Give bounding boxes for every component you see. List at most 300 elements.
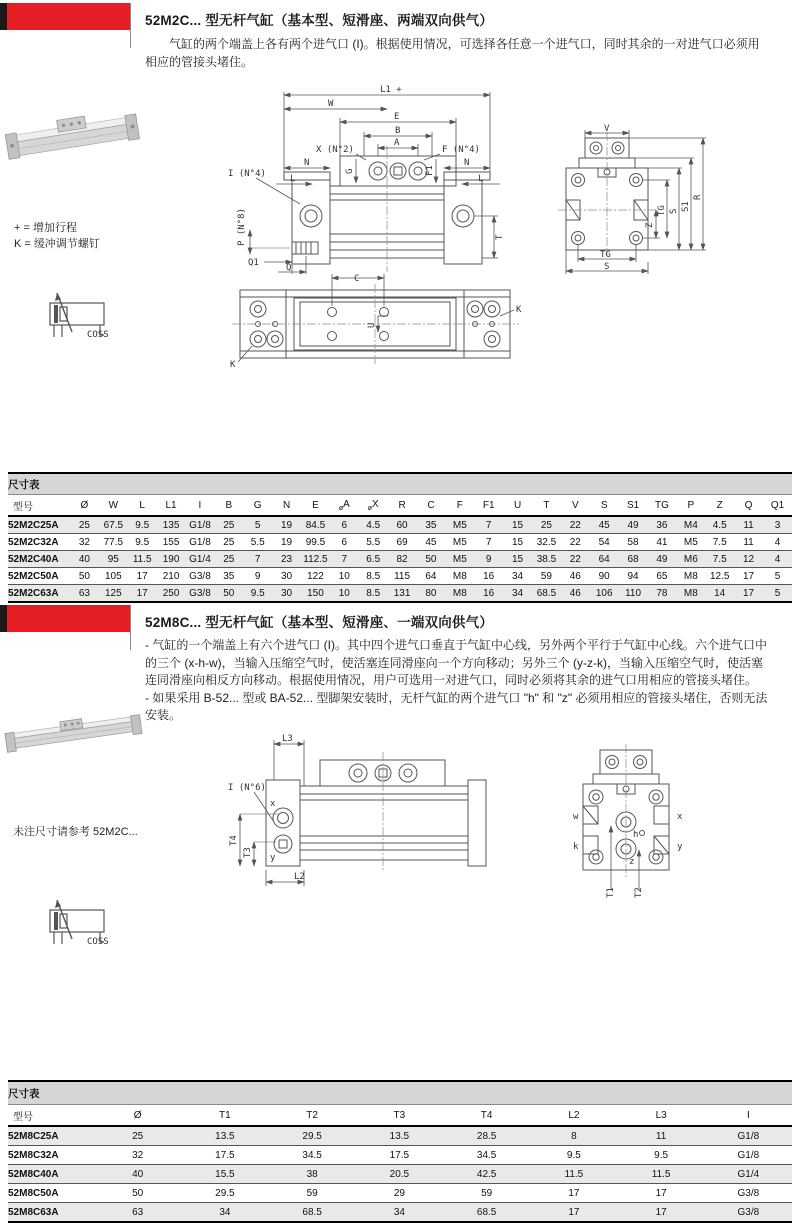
column-header: C [417, 495, 446, 517]
table-cell: 15.5 [181, 1165, 268, 1184]
tab-rule [130, 3, 131, 48]
table-cell: 17 [530, 1203, 617, 1223]
table-cell: 49 [648, 551, 677, 568]
table-cell: 13.5 [356, 1126, 443, 1146]
dimension-table-52m8c [8, 1080, 792, 1223]
table-cell: 52M8C40A [8, 1165, 94, 1184]
table-cell: 38 [269, 1165, 356, 1184]
table-cell: 155 [157, 534, 186, 551]
table-cell: 9.5 [618, 1146, 705, 1165]
table-cell: 22 [561, 534, 590, 551]
table-cell: 34 [356, 1203, 443, 1223]
dim-label-v: V [604, 124, 610, 134]
legend-note-cushion: K = 缓冲调节螺钉 [14, 238, 100, 250]
table-cell: 14 [705, 585, 734, 603]
dim-label-k-right: K [516, 305, 522, 315]
dim-label-tg-bottom: TG [600, 250, 611, 260]
column-header: Ø [70, 495, 99, 517]
dim-label-a: A [394, 138, 400, 148]
table-cell: 25 [214, 516, 243, 534]
table-cell: M8 [445, 585, 474, 603]
section2-description [145, 637, 773, 725]
table-cell: G3/8 [186, 568, 215, 585]
cylinder-photo-group [4, 108, 139, 159]
port-label-w: w [573, 812, 579, 822]
table-cell: 52M8C32A [8, 1146, 94, 1165]
column-header: $_ø$A [330, 495, 359, 517]
table-cell: 15 [503, 551, 532, 568]
table-cell: 17 [618, 1203, 705, 1223]
table-cell: 41 [648, 534, 677, 551]
column-header: E [301, 495, 330, 517]
table-cell: 25 [532, 516, 561, 534]
column-header: T2 [269, 1105, 356, 1127]
column-header: T1 [181, 1105, 268, 1127]
column-header: N [272, 495, 301, 517]
table-cell: 65 [648, 568, 677, 585]
column-header: 型号 [8, 1105, 94, 1127]
table-cell: 38.5 [532, 551, 561, 568]
table-cell: 17.5 [356, 1146, 443, 1165]
section1-bottom-view-drawing [228, 272, 523, 372]
table-cell: 52M2C50A [8, 568, 70, 585]
table-cell: 15 [503, 534, 532, 551]
reference-note: 未注尺寸请参考 52M2C... [13, 826, 138, 838]
legend-note-stroke: + = 增加行程 [14, 222, 77, 234]
side-view2-dimensions [240, 740, 304, 886]
table-cell: 9 [243, 568, 272, 585]
dim-label-l-left: L [290, 174, 296, 184]
table-cell: 63 [70, 585, 99, 603]
column-header: T [532, 495, 561, 517]
table-cell: 112.5 [301, 551, 330, 568]
table-cell: 17 [128, 568, 157, 585]
table-cell: 17 [734, 585, 763, 603]
table-cell: 50 [214, 585, 243, 603]
dim-label-i-ports: I (N°4) [228, 169, 266, 179]
column-header: S [590, 495, 619, 517]
column-header: Q1 [763, 495, 792, 517]
table-cell: 17 [734, 568, 763, 585]
table-cell: M5 [445, 516, 474, 534]
port-label-h: h [633, 830, 639, 840]
table-cell: 7 [474, 534, 503, 551]
column-header: U [503, 495, 532, 517]
table-cell: 5.5 [243, 534, 272, 551]
section2-end-view-drawing [545, 738, 717, 906]
table-cell: 6 [330, 534, 359, 551]
table-cell: 7 [474, 516, 503, 534]
table-cell: 59 [532, 568, 561, 585]
table-cell: 30 [272, 585, 301, 603]
port-label-y: y [677, 842, 683, 852]
table-cell: 4 [763, 534, 792, 551]
table-cell: G1/8 [705, 1146, 792, 1165]
section2-paragraph-1: - 气缸的一个端盖上有六个进气口 (I)。其中四个进气口垂直于气缸中心线，另外两个平行于气缸中心线。六个进气口中的三个 (x-h-w)，当输入压缩空气时，使活塞连同滑座向一个方向移动；另外三个 (y-z-k)，当输入压缩空气时，使活塞连同滑座向相反方向移动。根据使用情况，用户可选用一对进气口，同时必须将其余的进气口用相应的管接头堵住。 [145, 638, 767, 687]
table-cell: 46 [561, 585, 590, 603]
table-cell: 16 [474, 585, 503, 603]
table-cell: 16 [474, 568, 503, 585]
table-cell: 32 [94, 1146, 181, 1165]
table-cell: 35 [417, 516, 446, 534]
table-row [8, 568, 792, 585]
tab-rule [130, 605, 131, 650]
column-header: R [388, 495, 417, 517]
table-row [8, 1184, 792, 1203]
column-header: Ø [94, 1105, 181, 1127]
table-row [8, 551, 792, 568]
table-row [8, 1146, 792, 1165]
port-label-x: x [677, 812, 683, 822]
table-cell: 210 [157, 568, 186, 585]
port-label-z: z [629, 857, 635, 867]
dim-label-n-right: N [464, 158, 470, 168]
table-cell: 68.5 [532, 585, 561, 603]
column-header: B [214, 495, 243, 517]
column-header: Q [734, 495, 763, 517]
side-view-dimensions [250, 92, 500, 274]
table-cell: 17.5 [181, 1146, 268, 1165]
table-cell: 40 [94, 1165, 181, 1184]
table-cell: 9.5 [243, 585, 272, 603]
table-cell: 99.5 [301, 534, 330, 551]
table-cell: 58 [619, 534, 648, 551]
table-cell: 6 [330, 516, 359, 534]
black-notch [0, 605, 7, 632]
table-cell: 52M8C63A [8, 1203, 94, 1223]
table-cell: 4 [763, 551, 792, 568]
section2-title: 52M8C... 型无杆气缸（基本型、短滑座、一端双向供气） [145, 615, 494, 630]
table-cell: 125 [99, 585, 128, 603]
table-cell: G3/8 [705, 1203, 792, 1223]
dim-label-c: C [354, 274, 360, 284]
table-cell: 95 [99, 551, 128, 568]
port-label-k: k [573, 842, 579, 852]
table-cell: 8.5 [359, 585, 388, 603]
table-cell: 22 [561, 516, 590, 534]
legend-notes [14, 220, 100, 252]
section1-red-tab [0, 3, 131, 30]
table-cell: M5 [676, 534, 705, 551]
table-cell: 122 [301, 568, 330, 585]
table-cell: 12 [734, 551, 763, 568]
table-cell: 84.5 [301, 516, 330, 534]
dim-label-n-left: N [304, 158, 310, 168]
table-cell: M4 [676, 516, 705, 534]
table-cell: 22 [561, 551, 590, 568]
table-cell: 105 [99, 568, 128, 585]
table-cell: G1/4 [705, 1165, 792, 1184]
table-cell: 46 [561, 568, 590, 585]
table-cell: 30 [272, 568, 301, 585]
column-header: F1 [474, 495, 503, 517]
dim-label-q1: Q1 [248, 258, 259, 268]
dim-label-tg-right: TG [657, 205, 667, 216]
dim-label-l1: L1 + [380, 85, 402, 95]
dim-label-f-ports: F (N°4) [442, 145, 480, 155]
dim-label-l3: L3 [282, 734, 293, 744]
table-cell: 68.5 [269, 1203, 356, 1223]
table-cell: M8 [445, 568, 474, 585]
table-cell: 50 [417, 551, 446, 568]
table-cell: 64 [590, 551, 619, 568]
bottom-view-dimensions [238, 274, 514, 362]
section1-side-view-drawing [228, 84, 546, 276]
table-cell: 17 [530, 1184, 617, 1203]
table-title-row: 尺寸表 [8, 473, 792, 495]
column-header: L [128, 495, 157, 517]
table-cell: 4.5 [359, 516, 388, 534]
dim-label-t2: T2 [634, 887, 644, 898]
dim-label-x-ports: X (N°2) [316, 145, 354, 155]
dim-label-u: U [367, 322, 377, 328]
table-cell: 19 [272, 516, 301, 534]
table-cell: 42.5 [443, 1165, 530, 1184]
table-cell: 10 [330, 585, 359, 603]
table-cell: 8.5 [359, 568, 388, 585]
table-cell: 106 [590, 585, 619, 603]
table-cell: 52M8C25A [8, 1126, 94, 1146]
table-cell: 11 [734, 516, 763, 534]
table-cell: 34.5 [443, 1146, 530, 1165]
table-cell: 90 [590, 568, 619, 585]
table-cell: 59 [269, 1184, 356, 1203]
port-label-x: x [270, 799, 276, 809]
dim-label-i-ports2: I (N°6) [228, 783, 266, 793]
dim-label-r: R [693, 194, 703, 200]
table-cell: G1/8 [186, 534, 215, 551]
table-cell: 59 [443, 1184, 530, 1203]
table-cell: 11 [734, 534, 763, 551]
table-cell: 13.5 [181, 1126, 268, 1146]
table-header-row [8, 495, 792, 517]
table-cell: 9.5 [128, 534, 157, 551]
table-cell: M8 [676, 585, 705, 603]
table-cell: 68 [619, 551, 648, 568]
table-cell: 32.5 [532, 534, 561, 551]
table-cell: 150 [301, 585, 330, 603]
table-cell: 40 [70, 551, 99, 568]
table-cell: G1/8 [705, 1126, 792, 1146]
table-cell: M8 [676, 568, 705, 585]
dim-label-q: Q [286, 263, 292, 273]
dim-label-s-right: S [669, 208, 679, 214]
table-cell: 9 [474, 551, 503, 568]
table-cell: 54 [590, 534, 619, 551]
table-cell: 52M2C25A [8, 516, 70, 534]
table-cell: 69 [388, 534, 417, 551]
port-label-y: y [270, 853, 276, 863]
table-cell: 28.5 [443, 1126, 530, 1146]
column-header: L2 [530, 1105, 617, 1127]
table-cell: G3/8 [705, 1184, 792, 1203]
column-header: V [561, 495, 590, 517]
table-cell: 5 [763, 585, 792, 603]
column-header: TG [648, 495, 677, 517]
table-cell: 52M2C63A [8, 585, 70, 603]
dim-label-g: G [345, 168, 355, 174]
section1-title: 52M2C... 型无杆气缸（基本型、短滑座、两端双向供气） [145, 13, 494, 28]
table-cell: 6.5 [359, 551, 388, 568]
dim-label-t3: T3 [243, 847, 253, 858]
table-cell: 49 [619, 516, 648, 534]
table-cell: 5 [243, 516, 272, 534]
table-header-row [8, 1105, 792, 1127]
table-cell: 17 [128, 585, 157, 603]
table-cell: 5.5 [359, 534, 388, 551]
table-cell: 15 [503, 516, 532, 534]
table-cell: 94 [619, 568, 648, 585]
table-cell: 135 [157, 516, 186, 534]
dim-label-s-bottom: S [604, 262, 610, 272]
dim-label-t4: T4 [229, 835, 239, 846]
column-header: F [445, 495, 474, 517]
table-cell: 11 [618, 1126, 705, 1146]
table-cell: 68.5 [443, 1203, 530, 1223]
dim-label-k-left: K [230, 360, 236, 370]
table-cell: 67.5 [99, 516, 128, 534]
table-cell: 80 [417, 585, 446, 603]
table-cell: 8 [530, 1126, 617, 1146]
table-cell: 110 [619, 585, 648, 603]
table-row [8, 534, 792, 551]
table-row [8, 585, 792, 603]
pneumatic-symbol-2 [42, 896, 126, 948]
table-row [8, 1165, 792, 1184]
table-cell: 9.5 [530, 1146, 617, 1165]
column-header: L3 [618, 1105, 705, 1127]
table-cell: 7 [243, 551, 272, 568]
table-cell: 45 [590, 516, 619, 534]
table-row [8, 516, 792, 534]
table-cell: 10 [330, 568, 359, 585]
cylinder-photo-group [4, 711, 142, 753]
table-cell: 29.5 [181, 1184, 268, 1203]
dim-label-l-right: L [478, 174, 484, 184]
red-bar [7, 605, 131, 632]
table-cell: G1/4 [186, 551, 215, 568]
dim-label-w: W [328, 99, 334, 109]
table-cell: 32 [70, 534, 99, 551]
table-cell: 50 [94, 1184, 181, 1203]
product-photo-cylinder-2 [5, 698, 141, 762]
dim-label-s1: S1 [681, 201, 691, 212]
section1-end-view-drawing [538, 124, 716, 280]
column-header: Z [705, 495, 734, 517]
table-cell: 60 [388, 516, 417, 534]
table-cell: 34.5 [269, 1146, 356, 1165]
table-cell: 34 [503, 585, 532, 603]
table-cell: 25 [94, 1126, 181, 1146]
column-header: T4 [443, 1105, 530, 1127]
dim-label-t1: T1 [606, 887, 616, 898]
table-cell: 50 [70, 568, 99, 585]
table-cell: M6 [676, 551, 705, 568]
dim-label-z: Z [645, 222, 655, 228]
table-cell: 20.5 [356, 1165, 443, 1184]
column-header: P [676, 495, 705, 517]
column-header: W [99, 495, 128, 517]
dim-label-f1: F1 [425, 165, 435, 176]
dim-label-p-ports: P (N°8) [237, 208, 247, 246]
table-cell: 115 [388, 568, 417, 585]
table-cell: 25 [70, 516, 99, 534]
table-cell: 3 [763, 516, 792, 534]
table-cell: 34 [181, 1203, 268, 1223]
table-cell: 36 [648, 516, 677, 534]
dim-label-b: B [395, 126, 401, 136]
dimension-table-52m2c [8, 472, 792, 603]
table-cell: 11.5 [530, 1165, 617, 1184]
table-cell: 78 [648, 585, 677, 603]
section2-side-view-drawing [228, 730, 490, 898]
section2-paragraph-2: - 如果采用 B-52... 型或 BA-52... 型脚架安装时，无杆气缸的两个进气口 "h" 和 "z" 必须用相应的管接头堵住，否则无法安装。 [145, 690, 768, 722]
table-cell: G1/8 [186, 516, 215, 534]
table-cell: 19 [272, 534, 301, 551]
table-cell: 82 [388, 551, 417, 568]
table-cell: 25 [214, 534, 243, 551]
table-cell: M5 [445, 534, 474, 551]
table-cell: 25 [214, 551, 243, 568]
table-cell: 34 [503, 568, 532, 585]
table-cell: 52M8C50A [8, 1184, 94, 1203]
table-cell: 29 [356, 1184, 443, 1203]
table-row [8, 1203, 792, 1223]
table-cell: 7 [330, 551, 359, 568]
product-photo-cylinder [6, 102, 140, 166]
table-cell: 11.5 [128, 551, 157, 568]
column-header: I [705, 1105, 792, 1127]
table-cell: 4.5 [705, 516, 734, 534]
red-bar [7, 3, 131, 30]
table-title-row: 尺寸表 [8, 1081, 792, 1105]
column-header: $_ø$X [359, 495, 388, 517]
column-header: T3 [356, 1105, 443, 1127]
table-cell: 23 [272, 551, 301, 568]
table-cell: 7.5 [705, 534, 734, 551]
dim-label-e: E [394, 112, 400, 122]
table-cell: 52M2C32A [8, 534, 70, 551]
section2-red-tab [0, 605, 131, 632]
table-cell: 11.5 [618, 1165, 705, 1184]
dim-label-l2: L2 [294, 872, 305, 882]
table-cell: 45 [417, 534, 446, 551]
symbol-label: COSS [87, 330, 109, 340]
table-cell: 77.5 [99, 534, 128, 551]
pneumatic-symbol [42, 290, 126, 340]
black-notch [0, 3, 7, 30]
table-cell: G3/8 [186, 585, 215, 603]
table-cell: 9.5 [128, 516, 157, 534]
table-cell: 12.5 [705, 568, 734, 585]
column-header: S1 [619, 495, 648, 517]
table-cell: 190 [157, 551, 186, 568]
table-cell: M5 [445, 551, 474, 568]
dim-label-t: T [495, 234, 505, 240]
table-cell: 29.5 [269, 1126, 356, 1146]
table-cell: 63 [94, 1203, 181, 1223]
column-header: G [243, 495, 272, 517]
column-header: I [186, 495, 215, 517]
symbol-label: COSS [87, 937, 109, 947]
table-cell: 17 [618, 1184, 705, 1203]
column-header: L1 [157, 495, 186, 517]
table-row [8, 1126, 792, 1146]
table-cell: 131 [388, 585, 417, 603]
table-cell: 250 [157, 585, 186, 603]
table-cell: 7.5 [705, 551, 734, 568]
column-header: 型号 [8, 495, 70, 517]
